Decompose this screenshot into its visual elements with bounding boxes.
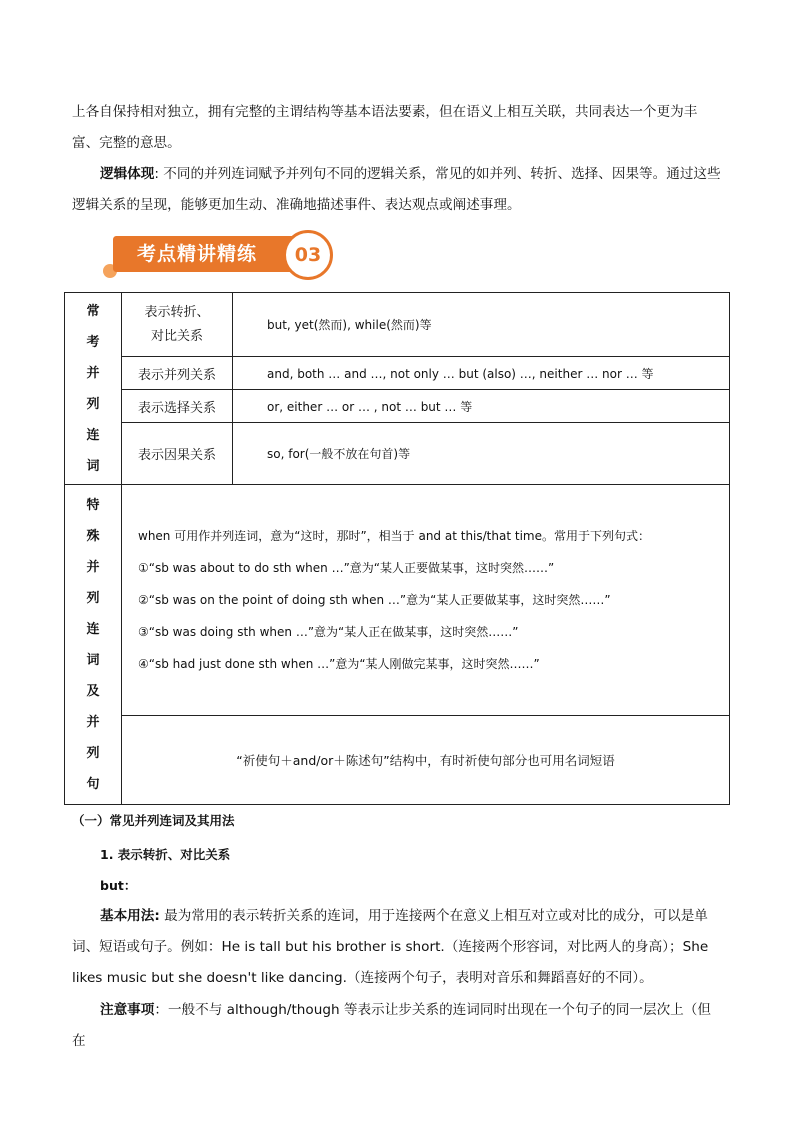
banner-number: 03 — [283, 230, 333, 280]
relation-cell: 表示并列关系 — [122, 357, 233, 390]
conjunction-table — [64, 292, 730, 805]
when-pattern: ④“sb had just done sth when …”意为“某人刚做完某事，这时突然……” — [138, 657, 540, 671]
table-row — [65, 357, 730, 390]
relation-cell: 表示转折、 对比关系 — [122, 293, 233, 357]
word-heading: but： — [100, 878, 137, 893]
logic-text: : 不同的并列连词赋予并列句不同的逻辑关系，常见的如并列、转折、选择、因果等。通过这些逻辑关系的呈现，能够更加生动、准确地描述事件、表达观点或阐述事理。 — [72, 166, 721, 213]
when-usage-cell — [122, 485, 730, 716]
table-row — [65, 293, 730, 357]
when-intro: when 可用作并列连词，意为“这时，那时”，相当于 and at this/that time。常用于下列句式： — [138, 529, 650, 543]
examples-cell: so, for(一般不放在句首)等 — [233, 423, 730, 485]
intro-text: 上各自保持相对独立，拥有完整的主谓结构等基本语法要素，但在语义上相互关联，共同表达一个更为丰富、完整的意思。 — [72, 104, 698, 151]
when-pattern: ②“sb was on the point of doing sth when …”意为“某人正要做某事，这时突然……” — [138, 593, 611, 607]
note-text: ：一般不与 although/though 等表示让步关系的连词同时出现在一个句子的同一层次上（但在 — [72, 1002, 711, 1049]
note-paragraph — [72, 995, 724, 1057]
section-heading: （一）常见并列连词及其用法 — [72, 813, 235, 828]
examples-cell: and, both … and …, not only … but (also) …, neither … nor … 等 — [233, 357, 730, 390]
note-label: 注意事项 — [100, 1002, 155, 1018]
table-row — [65, 390, 730, 423]
section-banner — [103, 230, 333, 280]
when-pattern: ①“sb was about to do sth when …”意为“某人正要做某事，这时突然……” — [138, 561, 555, 575]
basic-usage-text: 最为常用的表示转折关系的连词，用于连接两个在意义上相互对立或对比的成分，可以是单词、短语或句子。例如：He is tall but his brother is short.（连接两个形容词，对比两人的身高）；She likes music but she doesn't like dancing.（连接两个句子，表明对音乐和舞蹈喜好的不同）。 — [72, 908, 709, 986]
examples-cell: but, yet(然而), while(然而)等 — [233, 293, 730, 357]
relation-cell: 表示因果关系 — [122, 423, 233, 485]
special-conjunctions-label: 特 殊 并 列 连 词 及 并 列 句 — [65, 485, 122, 805]
basic-usage-label: 基本用法: — [100, 908, 160, 924]
relation-cell: 表示选择关系 — [122, 390, 233, 423]
basic-usage-paragraph — [72, 901, 724, 994]
when-pattern: ③“sb was doing sth when …”意为“某人正在做某事，这时突然……” — [138, 625, 519, 639]
subsection-heading: 1. 表示转折、对比关系 — [100, 847, 231, 862]
examples-cell: or, either … or … , not … but … 等 — [233, 390, 730, 423]
table-row — [65, 716, 730, 805]
logic-label: 逻辑体现 — [100, 166, 155, 182]
banner-title: 考点精讲精练 — [113, 236, 313, 272]
common-conjunctions-label: 常 考 并 列 连 词 — [65, 293, 122, 485]
logic-paragraph — [72, 159, 724, 221]
intro-paragraph — [72, 97, 724, 159]
table-row — [65, 423, 730, 485]
imperative-note-cell: “祈使句＋and/or＋陈述句”结构中，有时祈使句部分也可用名词短语 — [122, 716, 730, 805]
table-row — [65, 485, 730, 716]
